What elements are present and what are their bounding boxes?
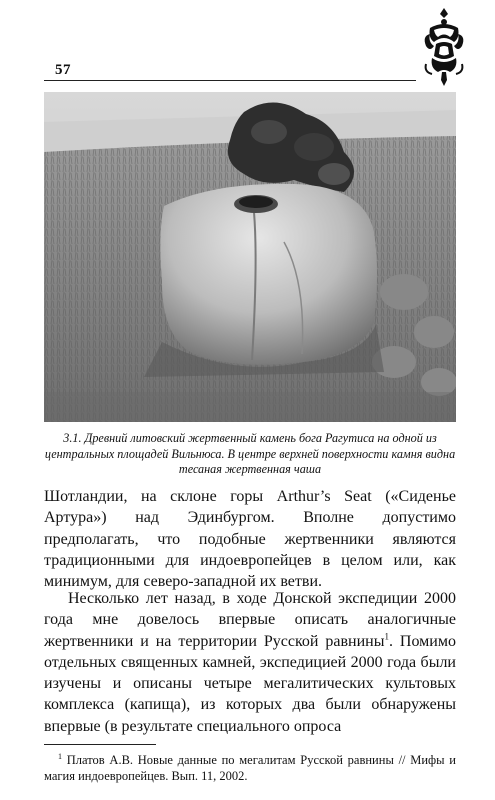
footnote-text: Платов А.В. Новые данные по мегалитам Русской равнины // Мифы и магия индоевропейцев. Вып. 11, 2002. xyxy=(44,753,456,783)
body-paragraph-2 xyxy=(44,588,456,737)
page-number: 57 xyxy=(55,62,71,78)
footnote-rule xyxy=(44,744,156,745)
header-rule xyxy=(44,80,416,81)
footnote-ref[interactable]: 1 xyxy=(384,631,389,642)
stone-photo xyxy=(44,92,456,422)
figure-caption: 3.1. Древний литовский жертвенный камень бога Рагутиса на одной из центральных площадей Вильнюса. В центре верхней поверхности камня видна тесаная жертвенная чаша xyxy=(44,431,456,476)
paragraph-2-text-end: . Помимо отдельных священных камней, экспедицией 2000 года были изучены и описаны четыре мегалитических культовых комплекса (капища), из которых два были обнаружены впервые (в результате специального опроса xyxy=(44,632,456,735)
footnote xyxy=(44,752,456,784)
paragraph-2-text-start: Несколько лет назад, в ходе Донской экспедиции 2000 года мне довелось впервые описать аналогичные жертвенники и на территории Русской равнины xyxy=(44,590,456,650)
footnote-number: 1 xyxy=(58,751,62,761)
body-paragraph-1: Шотландии, на склоне горы Arthur’s Seat («Сиденье Артура») над Эдинбургом. Вполне допустимо предполагать, что подобные жертвенники являются традиционными для индоевропейцев в целом или, как минимум, для северо-западной их ветви. xyxy=(44,488,456,591)
ornament-emblem-icon xyxy=(420,6,468,88)
page-header xyxy=(0,0,495,90)
